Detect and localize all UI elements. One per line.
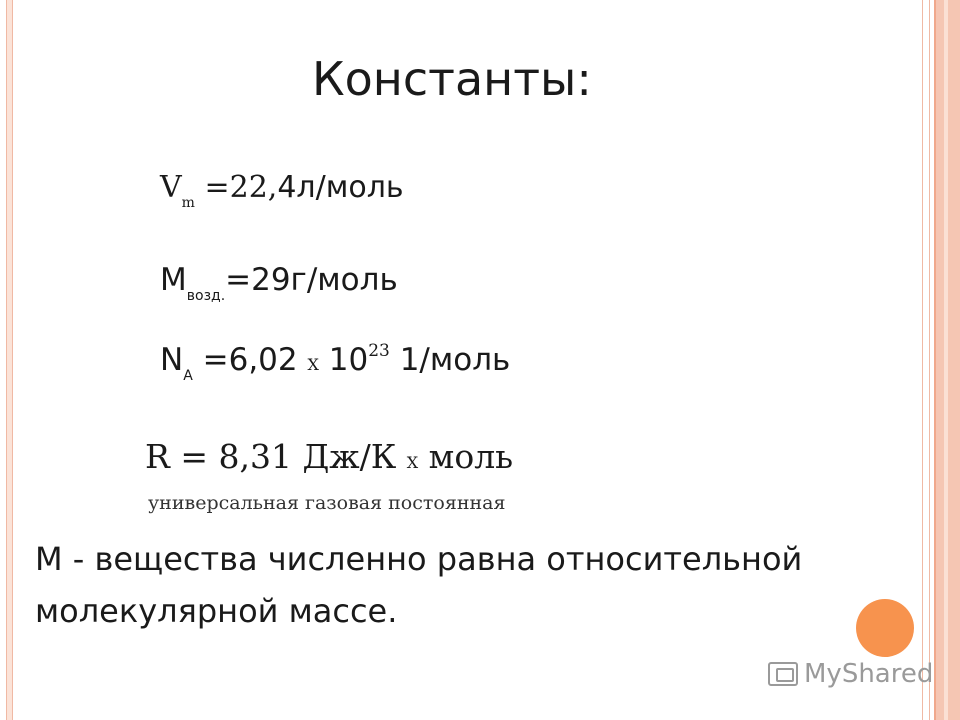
air-molar-mass-line	[160, 262, 398, 304]
na-exponent: 23	[368, 341, 390, 361]
r-text: R = 8,31 Дж/К	[145, 437, 407, 476]
r-times: X	[406, 453, 419, 472]
watermark-text: MyShared	[804, 659, 934, 689]
right-border-line	[922, 0, 930, 720]
na-subscript: A	[183, 368, 193, 384]
m-air-symbol: M	[160, 262, 187, 298]
na-times: X	[307, 355, 319, 374]
vm-value: 4л/моль	[277, 170, 404, 205]
vm-equals: =22,	[194, 170, 278, 205]
watermark	[768, 656, 933, 692]
m-air-value: =29г/моль	[225, 262, 398, 298]
vm-subscript: m	[181, 195, 195, 211]
vm-symbol: V	[160, 170, 182, 205]
myshared-logo-icon	[768, 662, 798, 686]
na-value: =6,02	[192, 342, 308, 378]
slide-title: Константы:	[312, 52, 592, 106]
decorative-circle	[856, 599, 914, 657]
gas-constant-line	[145, 437, 513, 476]
na-symbol: N	[160, 342, 184, 378]
na-base: 10	[318, 342, 369, 378]
m-air-subscript: возд.	[186, 288, 226, 304]
r-unit: моль	[418, 437, 514, 476]
na-unit: 1/моль	[389, 342, 511, 378]
avogadro-line	[160, 341, 511, 384]
molar-mass-note: М - вещества численно равна относительной молекулярной массе.	[35, 540, 803, 630]
molar-volume-line	[160, 170, 404, 211]
gas-constant-caption: универсальная газовая постоянная	[148, 492, 506, 514]
left-border-decoration	[6, 0, 13, 720]
right-border-bar	[934, 0, 960, 720]
